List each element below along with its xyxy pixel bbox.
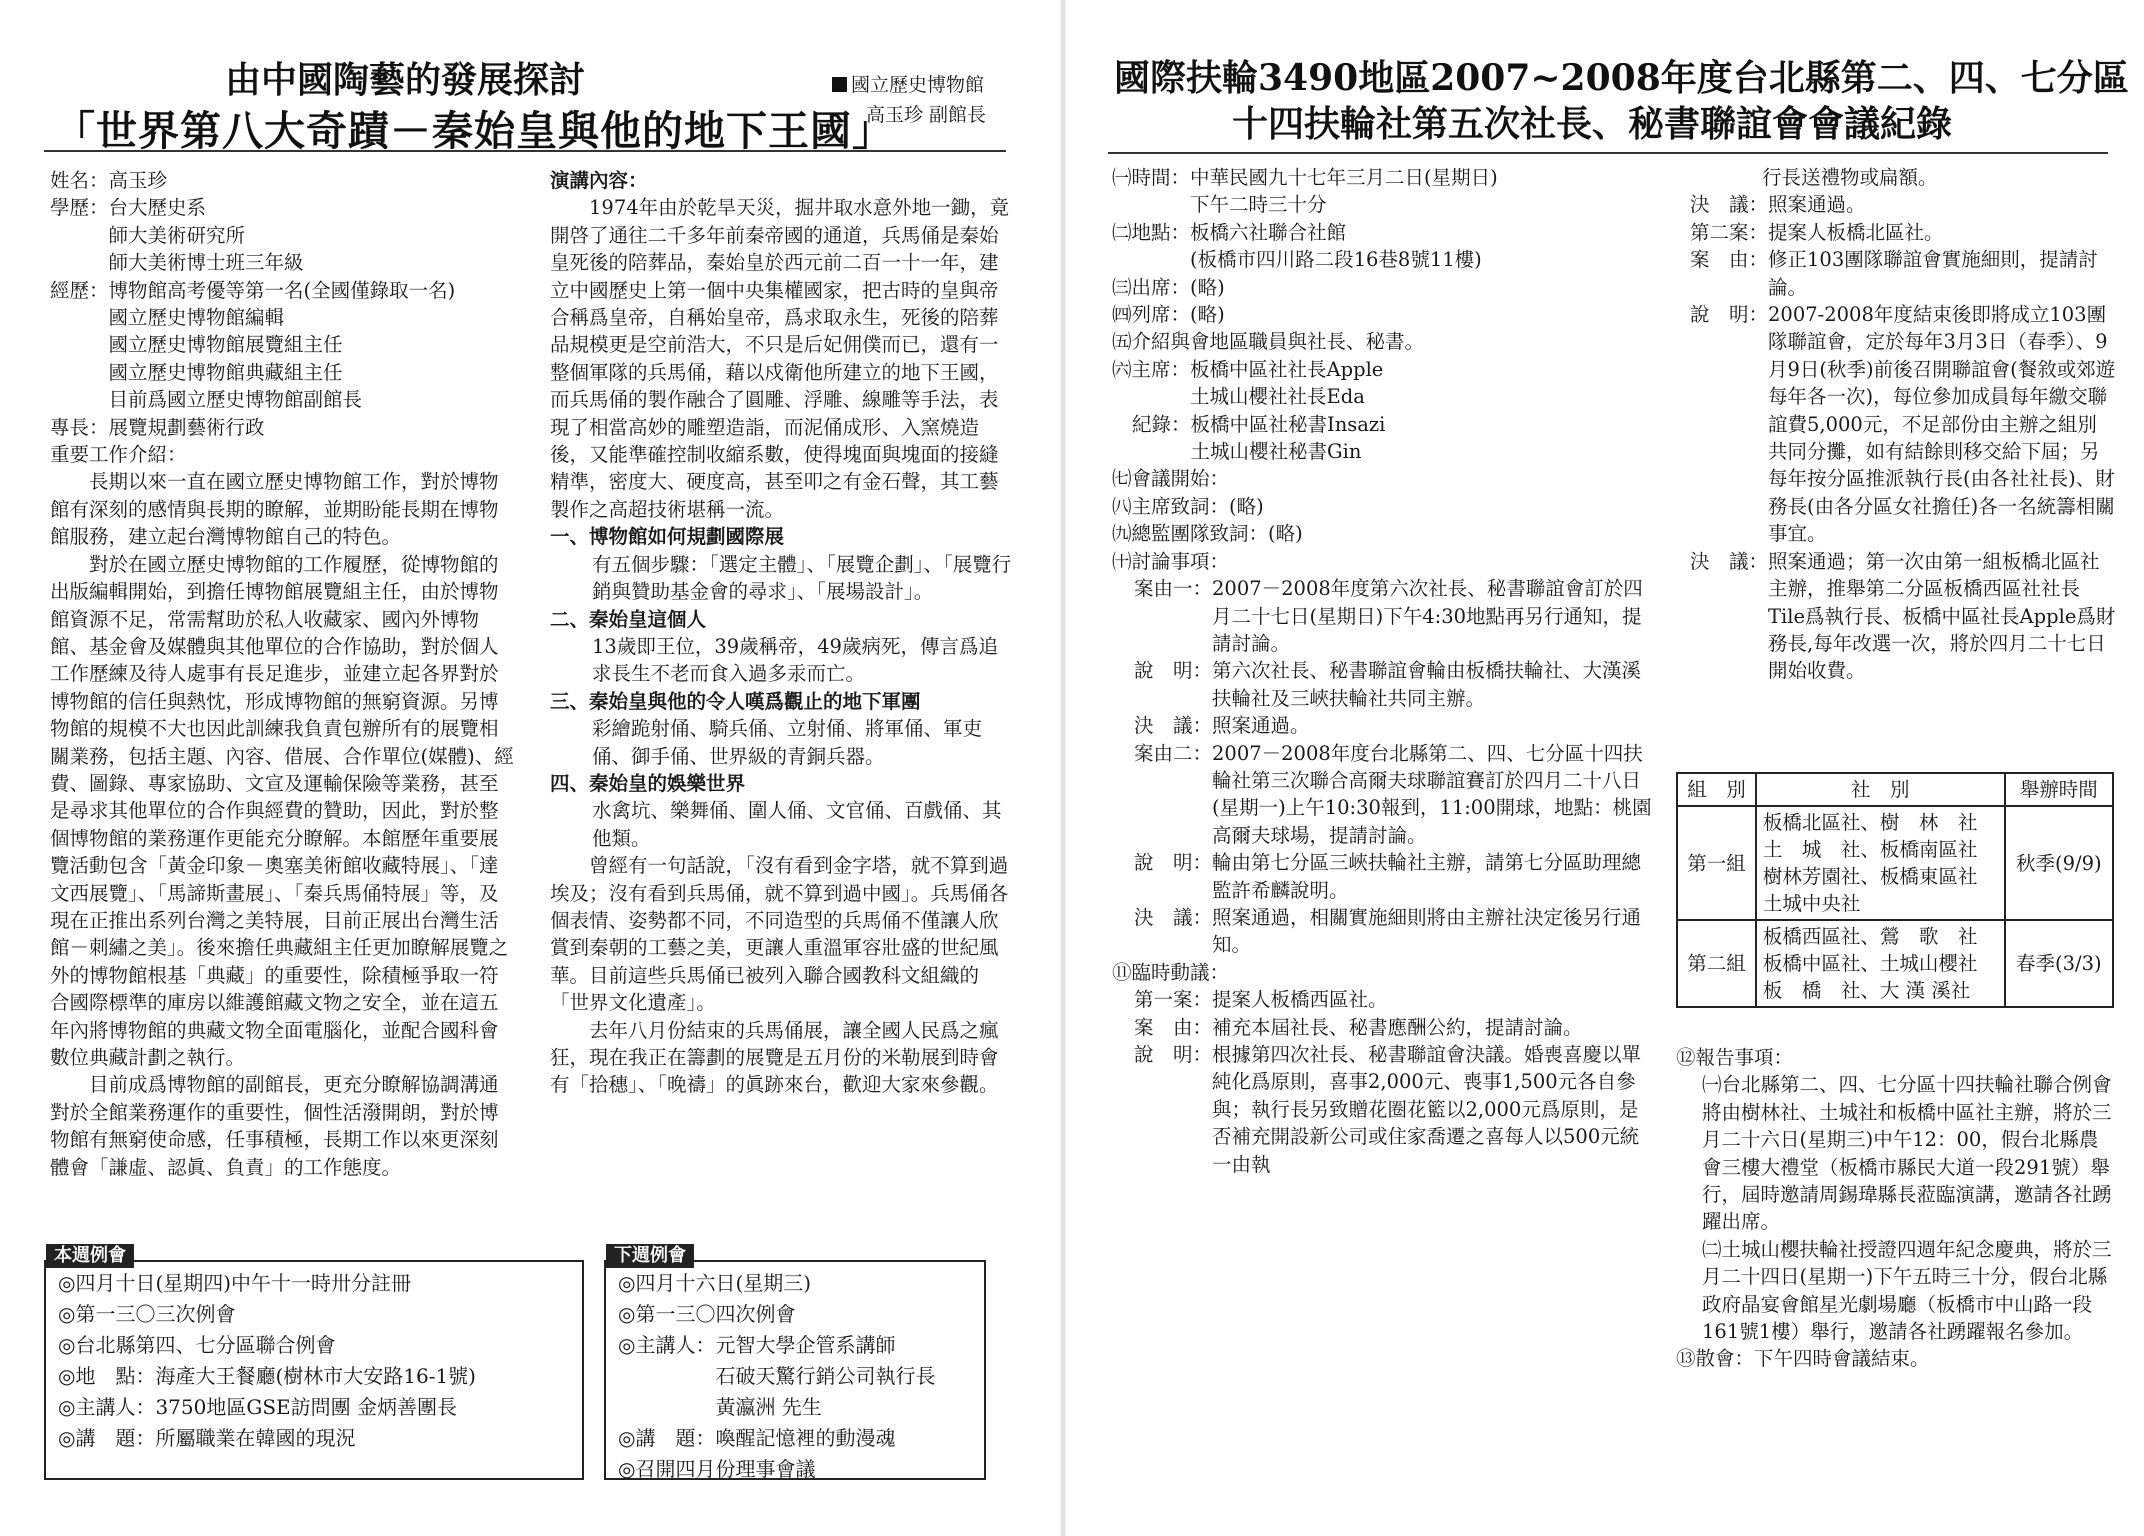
- table-cell: [1756, 920, 2005, 1007]
- speech-section-text: 有五個步驟：「選定主體」、「展覽企劃」、「展覽行銷與贊助基金會的尋求」、「展場設計」。: [592, 552, 1012, 604]
- item-line: 土城山櫻社社長Eda: [1190, 385, 1365, 409]
- bio-edu-item: 師大美術研究所: [108, 223, 246, 247]
- bio-exp-label: 經歷：: [50, 278, 109, 302]
- item-label: 決 議：: [1690, 549, 1769, 573]
- item-label: ㈥主席：: [1112, 357, 1191, 381]
- speech-section-text: 彩繪跪射俑、騎兵俑、立射俑、將軍俑、軍吏俑、御手俑、世界級的青銅兵器。: [592, 717, 983, 768]
- item-label: 第一案：: [1134, 988, 1213, 1012]
- item-line: 土城山櫻社秘書Gin: [1190, 440, 1362, 464]
- item-label: 案 由：: [1690, 248, 1769, 272]
- bio-spec-row: [50, 414, 516, 441]
- next-speaker-line: 黃瀛洲 先生: [715, 1395, 822, 1419]
- next-speaker-row: [618, 1330, 974, 1423]
- table-cell: 第二組: [1677, 920, 1756, 1007]
- next-speaker-list: [715, 1330, 974, 1423]
- speech-section-title: 二、秦始皇這個人: [550, 607, 707, 631]
- item-label: 第二案：: [1690, 220, 1769, 244]
- author-name: 高玉珍 副館長: [866, 104, 987, 126]
- bio-edu-item: 師大美術博士班三年級: [108, 251, 304, 275]
- x2-note-row: [1676, 301, 2116, 548]
- meeting-line: ◎第一三〇四次例會: [618, 1302, 796, 1326]
- item-line: ㈤介紹與會地區職員與社長、秘書。: [1112, 330, 1425, 354]
- table-cell: 第一組: [1677, 806, 1756, 920]
- club-line: 板橋北區社、樹 林 社: [1762, 811, 1978, 834]
- item-label: 案由一：: [1134, 577, 1213, 601]
- item-line: (板橋市四川路二段16巷8號11樓): [1190, 248, 1482, 272]
- this-week-tag: 本週例會: [46, 1244, 134, 1268]
- case2-row: [1112, 740, 1652, 850]
- right-page: [1072, 0, 2144, 1536]
- bio-edu-label: 學歷：: [50, 196, 109, 220]
- place-value: [1190, 219, 1652, 274]
- speech-section-text: 13歲即王位，39歲稱帝，49歲病死，傳言爲追求長生不老而食入過多汞而亡。: [592, 634, 998, 686]
- bio-exp-list: [109, 277, 516, 414]
- speech-heading: 演講內容：: [550, 169, 648, 192]
- item-text: 2007-2008年度結束後即將成立103團隊聯誼會，定於每年3月3日（春季）、9月9日(秋季)前後召開聯誼會(餐敘或郊遊每年各一次)，每位參加成員每年繳交聯誼費5,000元，不足部份由主辦之組別共同分攤，如有結餘則移交給下屆；另每年按分區推派執行長(由各社社長)、財務長(由各分區女社擔任)各一名統籌相關事宜。: [1768, 303, 2116, 546]
- time-row: [1112, 164, 1652, 219]
- club-line: 樹林芳園社、板橋東區社: [1762, 865, 1978, 888]
- case2-resolve-row: [1112, 904, 1652, 959]
- table-header: 舉辦時間: [2005, 773, 2113, 806]
- item-text: 提案人板橋西區社。: [1212, 988, 1388, 1012]
- x2-resolve-row: [1676, 548, 2116, 685]
- item-line: ⑪臨時動議：: [1112, 960, 1230, 984]
- item-label: 案 由：: [1134, 1015, 1213, 1039]
- item-text: 提案人板橋北區社。: [1768, 220, 1944, 244]
- x1-resolve-row: [1676, 191, 2116, 218]
- report-item: ㈠台北縣第二、四、七分區十四扶輪社聯合例會將由樹林社、土城社和板橋中區社主辦，將於三月二十六日(星期三)中午12：00，假台北縣農會三樓大禮堂（板橋市縣民大道一段291號）舉行，屆時邀請周錫瑋縣長蒞臨演講，邀請各社踴躍出席。: [1702, 1073, 2112, 1234]
- title-divider: [44, 150, 1006, 152]
- item-text: 2007－2008年度台北縣第二、四、七分區十四扶輪社第三次聯合高爾夫球聯誼賽訂於四月二十八日(星期一)上午10:30報到，11:00開球，地點：桃園高爾夫球場，提請討論。: [1212, 741, 1652, 847]
- bio-exp-item: 國立歷史博物館典藏組主任: [108, 360, 343, 384]
- meeting-line: ◎台北縣第四、七分區聯合例會: [58, 1333, 336, 1357]
- bio-name: 高玉珍: [108, 169, 168, 192]
- x2-row: [1676, 219, 2116, 246]
- table-header: 社 別: [1756, 773, 2005, 806]
- item-line: 板橋六社聯合社館: [1190, 220, 1347, 244]
- item-text: 照案通過；第一次由第一組板橋北區社主辦，推舉第二分區板橋西區社社長Tile爲執行長、板橋中區社長Apple爲財務長,每年改選一次，將於四月二十七日開始收費。: [1768, 549, 2116, 683]
- item-line: 行長送禮物或扁額。: [1762, 166, 1938, 189]
- table-cell: 春季(3/3): [2005, 920, 2113, 1007]
- next-week-meeting-box: [604, 1245, 986, 1481]
- speech-paragraph: 曾經有一句話說，「沒有看到金字塔，就不算到過埃及；沒有看到兵馬俑，就不算到過中國」。兵馬俑各個表情、姿勢都不同，不同造型的兵馬俑不僅讓人欣賞到秦朝的工藝之美，更讓人重溫軍容壯盛的世紀風華。目前這些兵馬俑已被列入聯合國教科文組織的「世界文化遺產」。: [550, 854, 1009, 1015]
- speech-section-text: 水禽坑、樂舞俑、圍人俑、文官俑、百戲俑、其他類。: [592, 799, 1002, 850]
- speaker-bio: [50, 167, 516, 1181]
- meeting-line: ◎主講人：3750地區GSE訪問團 金炳善團長: [58, 1395, 457, 1419]
- item-line: 中華民國九十七年三月二日(星期日): [1190, 166, 1498, 189]
- meeting-line: ◎地 點：海產大王餐廳(樹林市大安路16-1號): [58, 1364, 476, 1388]
- item-text: 補充本屆社長、秘書應酬公約，提請討論。: [1212, 1015, 1583, 1039]
- left-page: [0, 0, 1058, 1536]
- meeting-line: ◎四月十日(星期四)中午十一時卅分註冊: [58, 1271, 412, 1295]
- meeting-line: ◎第一三〇三次例會: [58, 1302, 236, 1326]
- item-label: ㈠時間：: [1112, 166, 1191, 189]
- author-org: [832, 70, 984, 97]
- item-line: ㈣列席：(略): [1112, 303, 1225, 327]
- bio-work-label: 重要工作介紹：: [50, 443, 187, 467]
- next-week-tag: 下週例會: [606, 1244, 694, 1268]
- item-line: ㈩討論事項：: [1112, 549, 1230, 573]
- this-week-meeting-box: [44, 1245, 584, 1480]
- minutes-title-line2: 十四扶輪社第五次社長、秘書聯誼會會議紀錄: [1232, 103, 1953, 145]
- bio-edu-item: 台大歷史系: [108, 196, 207, 220]
- club-line: 土 城 社、板橋南區社: [1762, 838, 1978, 861]
- case1-row: [1112, 575, 1652, 657]
- bio-exp-row: [50, 277, 516, 414]
- item-line: 板橋中區社秘書Insazi: [1190, 412, 1386, 436]
- author-org-text: 國立歷史博物館: [851, 74, 985, 96]
- bio-paragraph: 長期以來一直在國立歷史博物館工作，對於博物館有深刻的感情與長期的瞭解，並期盼能長期在博物館服務，建立起台灣博物館自己的特色。: [50, 470, 499, 549]
- case1-note-row: [1112, 657, 1652, 712]
- x2-case-row: [1676, 246, 2116, 301]
- item-line: ⑬散會：下午四時會議結束。: [1676, 1347, 1930, 1371]
- item-label: 紀錄：: [1132, 412, 1191, 436]
- bio-exp-item: 國立歷史博物館展覽組主任: [108, 333, 343, 357]
- item-label: 說 明：: [1134, 851, 1213, 875]
- table-cell: 秋季(9/9): [2005, 806, 2113, 920]
- page-fold: [1060, 0, 1066, 1536]
- item-label: 說 明：: [1690, 303, 1769, 327]
- x1-case-row: [1112, 1014, 1652, 1041]
- bio-exp-item: 博物館高考優等第一名(全國僅錄取一名): [108, 278, 456, 302]
- item-text: 根據第四次社長、秘書聯誼會決議。婚喪喜慶以單純化爲原則，喜事2,000元、喪事1,500元各自參與；執行長另致贈花圈花籃以2,000元爲原則，是否補充開設新公司或住家喬遷之喜每人以500元統一由執: [1212, 1043, 1642, 1176]
- item-label: 決 議：: [1690, 193, 1769, 217]
- article-title-line2: 「世界第八大奇蹟－秦始皇與他的地下王國」: [54, 107, 894, 155]
- item-line: ㈧主席致詞：(略): [1112, 494, 1264, 518]
- x1-note-row: [1112, 1041, 1652, 1178]
- item-line: ⑫報告事項：: [1676, 1046, 1794, 1069]
- minutes-column-2: [1676, 164, 2116, 685]
- item-line: 板橋中區社社長Apple: [1190, 357, 1384, 381]
- bio-edu-list: [109, 194, 516, 276]
- next-speaker-line: 石破天驚行銷公司執行長: [715, 1364, 936, 1388]
- minutes-title-line1: 國際扶輪3490地區2007~2008年度台北縣第二、四、七分區: [1114, 57, 2129, 99]
- item-label: 決 議：: [1134, 905, 1213, 929]
- item-text: 輪由第七分區三峽扶輪社主辦，請第七分區助理總監許希麟說明。: [1212, 851, 1642, 902]
- record-row: [1112, 411, 1652, 466]
- table-row: [1677, 920, 2113, 1007]
- bio-spec-label: 專長：: [50, 415, 109, 439]
- next-speaker-line: 元智大學企管系講師: [715, 1333, 896, 1357]
- group-table: [1676, 772, 2114, 1008]
- x1-row: [1112, 986, 1652, 1013]
- article-title-line1: 由中國陶藝的發展探討: [225, 60, 586, 101]
- bio-paragraph: 目前成爲博物館的副館長，更充分瞭解協調溝通對於全館業務運作的重要性，個性活潑開朗，對於博物館有無窮使命感，任事積極，長期工作以來更深刻體會「謙虛、認眞、負責」的工作態度。: [50, 1073, 499, 1179]
- item-line: ㈨總監團隊致詞：(略): [1112, 522, 1303, 546]
- bio-paragraph: 對於在國立歷史博物館的工作履歷，從博物館的出版編輯開始，到擔任博物館展覽組主任，由於博物館資源不足，常需幫助於私人收藏家、國內外博物館、基金會及媒體與其他單位的合作協助，對於個人工作歷練及待人處事有長足進步，並建立起各界對於博物館的信任與熱忱，形成博物館的無窮資源。另博物館的規模不大也因此訓練我負責包辦所有的展覽相關業務，包括主題、內容、借展、合作單位(媒體)、經費、圖錄、專家協助、文宣及運輸保險等業務，甚至是尋求其他單位的合作與經費的贊助，因此，對於整個博物館的業務運作更能充分瞭解。本館歷年重要展覽活動包含「黃金印象－奧塞美術館收藏特展」、「達文西展覽」、「馬諦斯畫展」、「秦兵馬俑特展」等，及現在正推出系列台灣之美特展，目前正展出台灣生活館－刺繡之美」。後來擔任典藏組主任更加瞭解展覽之外的博物館根基「典藏」的重要性，除積極爭取一符合國際標準的庫房以維護館藏文物之安全，並在這五年內將博物館的典藏文物全面電腦化，並配合國科會數位典藏計劃之執行。: [50, 552, 514, 1069]
- chair-value: [1190, 356, 1652, 411]
- bio-exp-item: 目前爲國立歷史博物館副館長: [108, 388, 363, 412]
- table-row: [1677, 806, 2113, 920]
- bio-spec: 展覽規劃藝術行政: [108, 415, 265, 439]
- item-text: 照案通過，相關實施細則將由主辦社決定後另行通知。: [1212, 905, 1642, 957]
- club-line: 板 橋 社、大 漢 溪社: [1762, 979, 1971, 1002]
- meeting-line: ◎四月十六日(星期三): [618, 1271, 812, 1295]
- item-line: 下午二時三十分: [1190, 193, 1327, 217]
- bio-edu-row: [50, 194, 516, 276]
- item-label: 說 明：: [1134, 659, 1213, 683]
- meeting-line: ◎講 題：所屬職業在韓國的現況: [58, 1426, 356, 1450]
- item-text: 修正103團隊聯誼會實施細則，提請討論。: [1768, 248, 2098, 299]
- case2-note-row: [1112, 849, 1652, 904]
- place-row: [1112, 219, 1652, 274]
- speech-intro: 1974年由於乾旱天災，掘井取水意外地一鋤，竟開啓了通往二千多年前秦帝國的通道，兵馬俑是秦始皇死後的陪葬品，秦始皇於西元前二百一十一年，建立中國歷史上第一個中央集權國家，把古時的皇與帝合稱爲皇帝，自稱始皇帝，爲求取永生，死後的陪葬品規模更是空前浩大，不只是后妃佣僕而已，還有一整個軍隊的兵馬俑，藉以戍衛他所建立的地下王國，而兵馬俑的製作融合了圓雕、浮雕、線雕等手法，表現了相當高妙的雕塑造詣，而泥俑成形、入窯燒造後，又能準確控制收縮系數，使得塊面與塊面的接縫精準，密度大、硬度高，甚至叩之有金石聲，其工藝製作之高超技術堪稱一流。: [550, 196, 1010, 521]
- item-label: 案由二：: [1134, 741, 1213, 765]
- record-value: [1191, 411, 1652, 466]
- bio-exp-item: 國立歷史博物館編輯: [108, 306, 285, 330]
- item-text: 照案通過。: [1768, 193, 1866, 217]
- club-line: 板橋中區社、土城山櫻社: [1762, 952, 1978, 975]
- item-text: 2007－2008年度第六次社長、秘書聯誼會訂於四月二十七日(星期日)下午4:30地點再另行通知，提請討論。: [1212, 577, 1643, 655]
- speech-section-title: 三、秦始皇與他的令人嘆爲觀止的地下軍團: [550, 689, 921, 713]
- speech-content: [550, 167, 1012, 1099]
- case1-resolve-row: [1112, 712, 1652, 739]
- table-header: 組 別: [1677, 773, 1756, 806]
- next-speaker-label: ◎主講人：: [618, 1333, 716, 1357]
- time-value: [1190, 164, 1652, 219]
- speech-section-title: 四、秦始皇的娛樂世界: [550, 771, 746, 795]
- speech-paragraph: 去年八月份結束的兵馬俑展，讓全國人民爲之瘋狂，現在我正在籌劃的展覽是五月份的米勒展到時會有「拾穗」、「晚禱」的眞跡來台，歡迎大家來參觀。: [550, 1018, 999, 1097]
- table-cell: [1756, 806, 2005, 920]
- bio-name-row: [50, 167, 516, 194]
- title-divider: [1108, 152, 2108, 154]
- speech-section-title: 一、博物館如何規劃國際展: [550, 525, 785, 549]
- item-text: 第六次社長、秘書聯誼會輪由板橋扶輪社、大漢溪扶輪社及三峽扶輪社共同主辦。: [1212, 659, 1642, 710]
- table-header-row: [1677, 773, 2113, 806]
- bio-name-label: 姓名：: [50, 169, 109, 192]
- item-label: 說 明：: [1134, 1043, 1213, 1066]
- chair-row: [1112, 356, 1652, 411]
- minutes-column-1: [1112, 164, 1652, 1178]
- item-line: ㈢出席：(略): [1112, 275, 1225, 299]
- item-label: ㈡地點：: [1112, 220, 1191, 244]
- square-bullet-icon: [832, 77, 847, 92]
- item-label: 決 議：: [1134, 714, 1213, 738]
- meeting-line: ◎召開四月份理事會議: [618, 1457, 816, 1481]
- meeting-line: ◎講 題：喚醒記憶裡的動漫魂: [618, 1426, 896, 1450]
- club-line: 板橋西區社、鶯 歌 社: [1762, 925, 1978, 948]
- item-text: 照案通過。: [1212, 714, 1310, 738]
- item-line: ㈦會議開始：: [1112, 467, 1230, 491]
- club-line: 土城中央社: [1762, 892, 1861, 915]
- reports-section: [1676, 1044, 2116, 1373]
- report-item: ㈡土城山櫻扶輪社授證四週年紀念慶典，將於三月二十四日(星期一)下午五時三十分，假台北縣政府晶宴會館星光劇場廳（板橋市中山路一段161號1樓）舉行，邀請各社踴躍報名參加。: [1702, 1237, 2112, 1344]
